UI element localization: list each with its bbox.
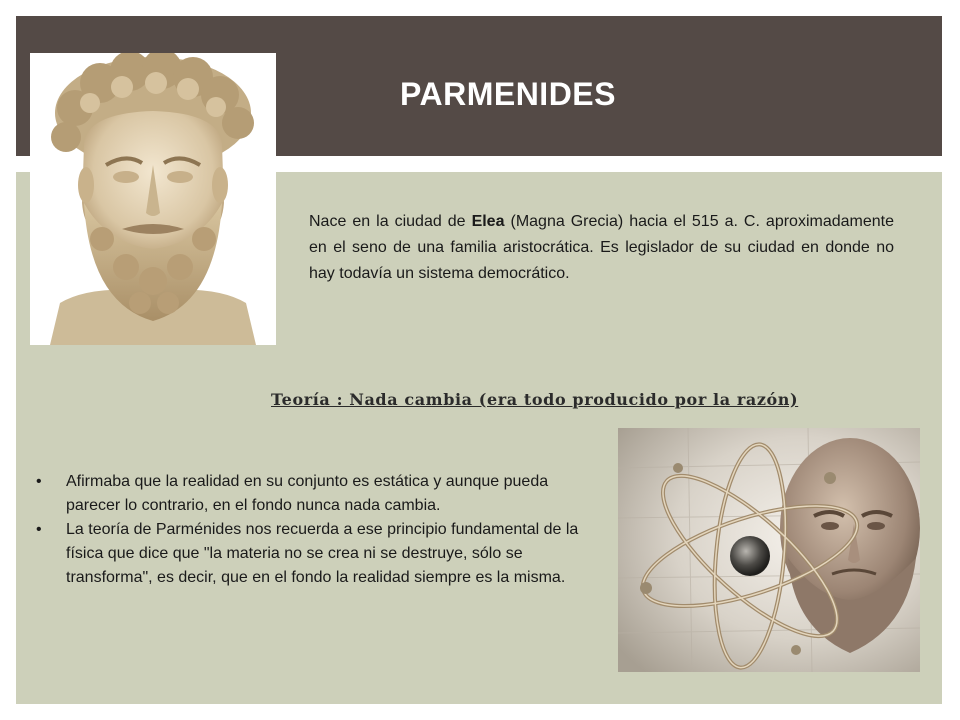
bullet-text: La teoría de Parménides nos recuerda a ese principio fundamental de la física que dice que "la materia no se crea ni se destruye, sólo se transforma", es decir, que en el fondo la realidad siempre es la misma. xyxy=(66,521,579,586)
intro-emphasis-elea: Elea xyxy=(471,213,505,230)
intro-text-before: Nace en la ciudad de xyxy=(309,213,472,230)
bullet-dot-icon: • xyxy=(36,521,42,538)
bullet-list xyxy=(36,470,596,590)
intro-paragraph xyxy=(309,209,894,287)
bullet-dot-icon: • xyxy=(36,473,42,490)
slide-title: PARMENIDES xyxy=(400,76,616,112)
bullet-item xyxy=(36,518,596,590)
parmenides-bust-image xyxy=(30,53,276,345)
atom-sculpture-image xyxy=(618,428,920,672)
intro-text-after: (Magna Grecia) hacia el 515 a. C. aproximadamente en el seno de una familia aristocrática. Es legislador de su ciudad en donde no hay todavía un sistema democrático. xyxy=(309,213,895,282)
theory-heading: Teoría : Nada cambia (era todo producido por la razón) xyxy=(271,390,799,409)
bullet-text: Afirmaba que la realidad en su conjunto es estática y aunque pueda parecer lo contrario, en el fondo nunca nada cambia. xyxy=(66,473,549,514)
bullet-item xyxy=(36,470,596,518)
